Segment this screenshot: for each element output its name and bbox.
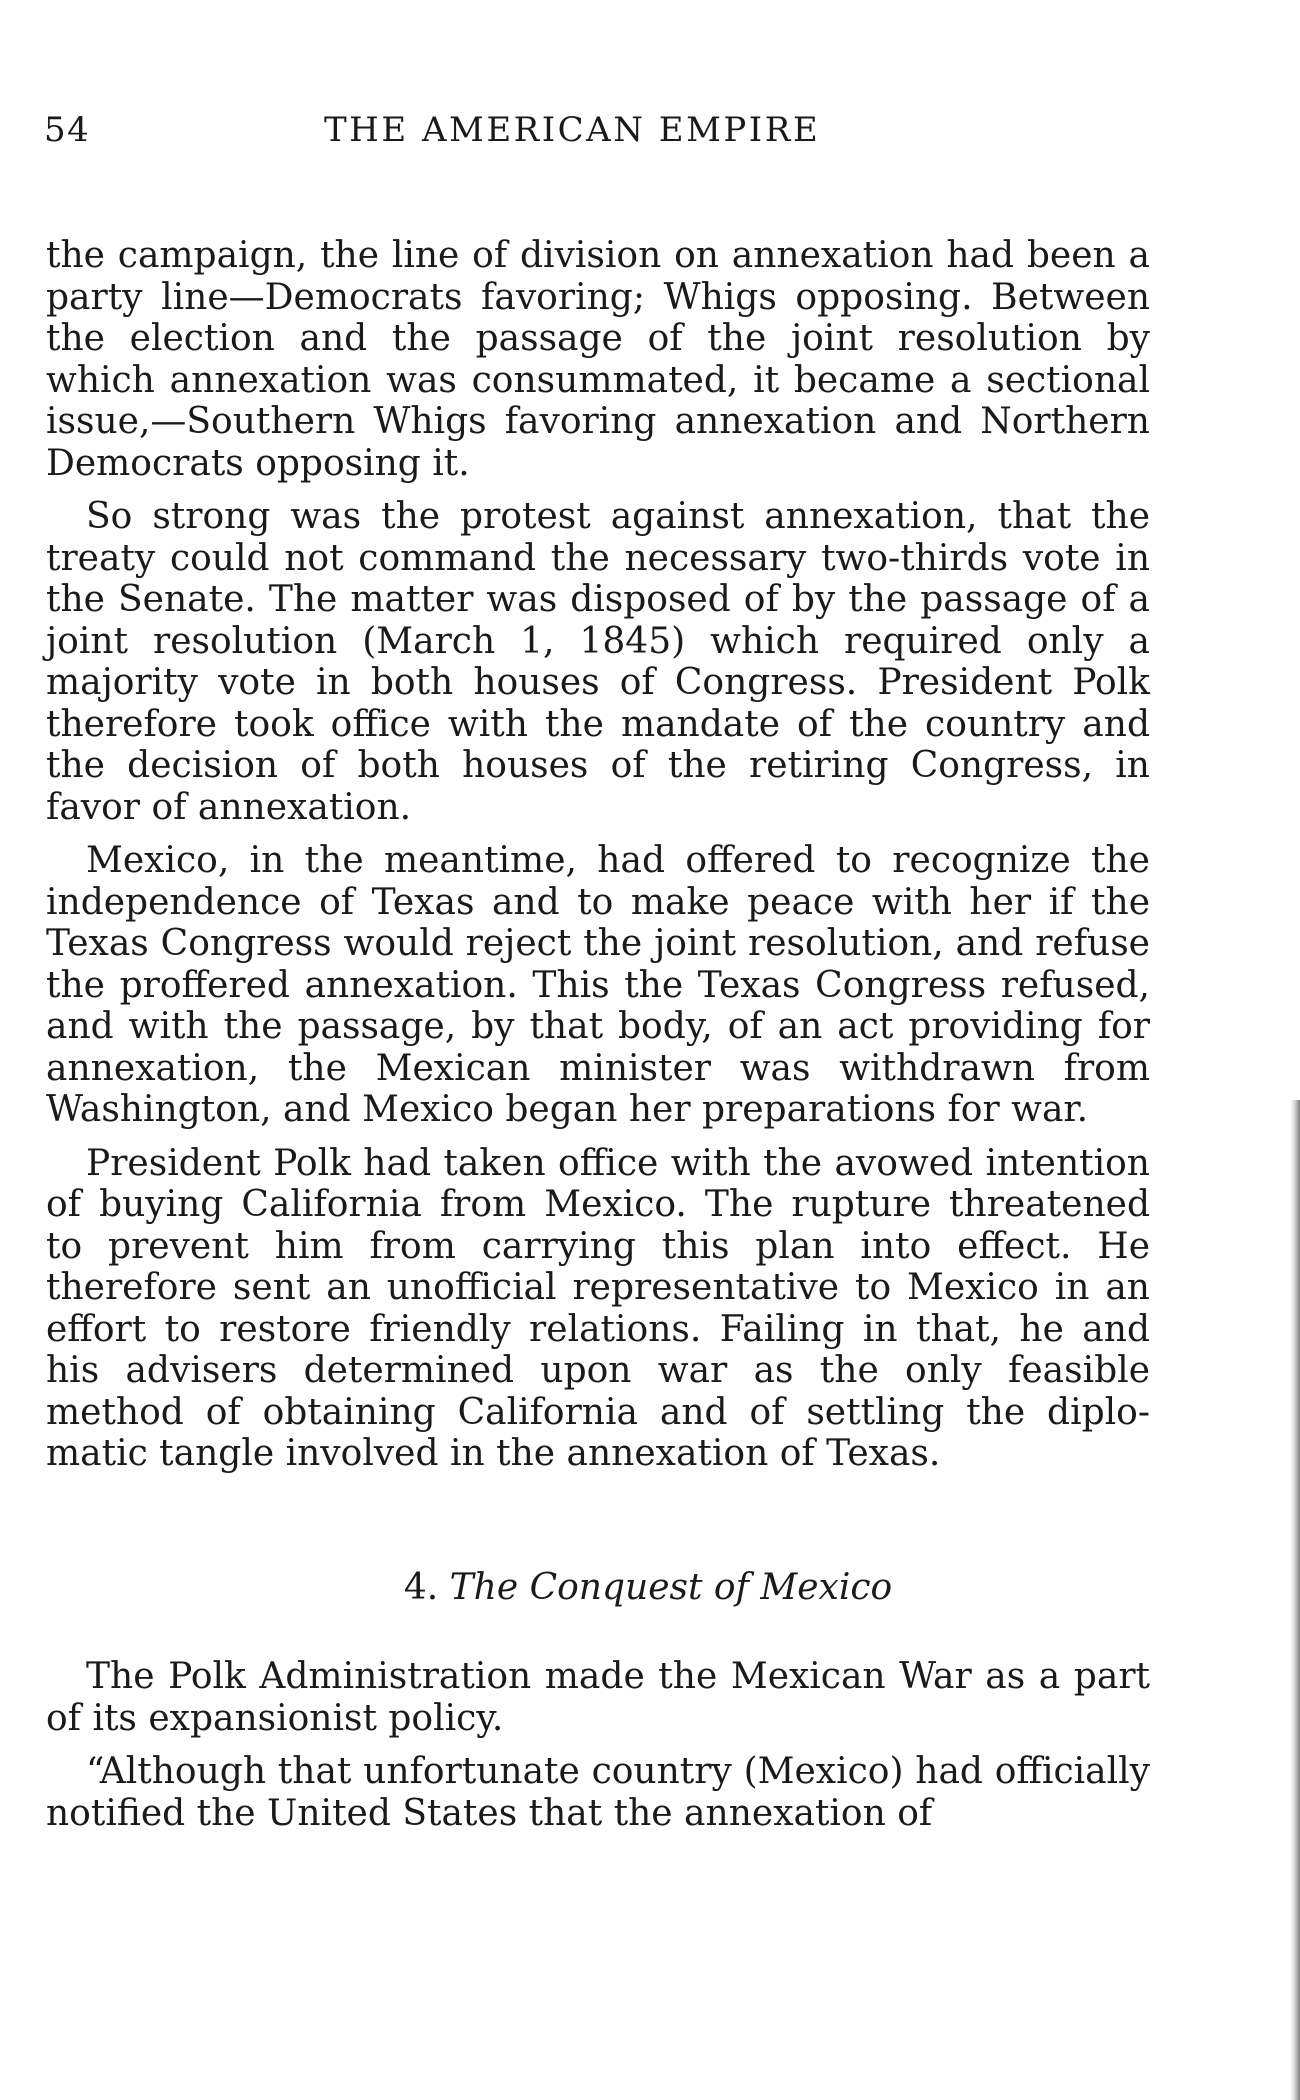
paragraph-senate-vote: So strong was the protest against annexation, that the treaty could not command the necessary two-thirds vote in the Senate. The matter was disposed of by the passage of a joint resolution (March 1, 1845) which required only a majority vote in both houses of Congress. President Polk therefore took office with the mandate of the country and the decision of both houses of the retiring Congress, in favor of annexation. xyxy=(46,496,1150,828)
section-title: The Conquest of Mexico xyxy=(449,1566,893,1608)
paragraph-continued: the campaign, the line of division on annexation had been a party line—Democrats favoring; Whigs opposing. Between the election and the passage of the joint resolution by which annexation was consummated, it became a sectional issue,—Southern Whigs favoring annexation and Northern Democrats opposing it. xyxy=(46,235,1150,484)
paragraph-mexico-offer: Mexico, in the meantime, had offered to recognize the independence of Texas and to make peace with her if the Texas Congress would reject the joint resolution, and refuse the proffered annexation. This the Texas Congress refused, and with the passage, by that body, of an act providing for annexation, the Mexican minister was withdrawn from Washington, and Mexico began her preparations for war. xyxy=(46,840,1150,1130)
page-number: 54 xyxy=(44,110,91,150)
section-heading xyxy=(46,1567,1150,1609)
paragraph-quotation: “Although that unfortunate country (Mexico) had officially notified the United States that the annexation of xyxy=(46,1751,1150,1834)
section-number: 4. xyxy=(403,1566,439,1608)
page-binding-edge xyxy=(1290,1100,1300,2100)
running-title: THE AMERICAN EMPIRE xyxy=(324,110,821,150)
body-text xyxy=(46,235,1150,1834)
paragraph-polk-administration: The Polk Administration made the Mexican War as a part of its expansionist policy. xyxy=(46,1656,1150,1739)
running-header xyxy=(44,110,1164,160)
paragraph-polk-california: President Polk had taken office with the avowed intention of buying California from Mexico. The rupture threatened to prevent him from carrying this plan into effect. He therefore sent an unofficial representative to Mexico in an effort to restore friendly relations. Failing in that, he and his advisers determined upon war as the only feasible method of obtaining California and of settling the diplomatic tangle involved in the annexation of Texas. xyxy=(46,1142,1150,1474)
